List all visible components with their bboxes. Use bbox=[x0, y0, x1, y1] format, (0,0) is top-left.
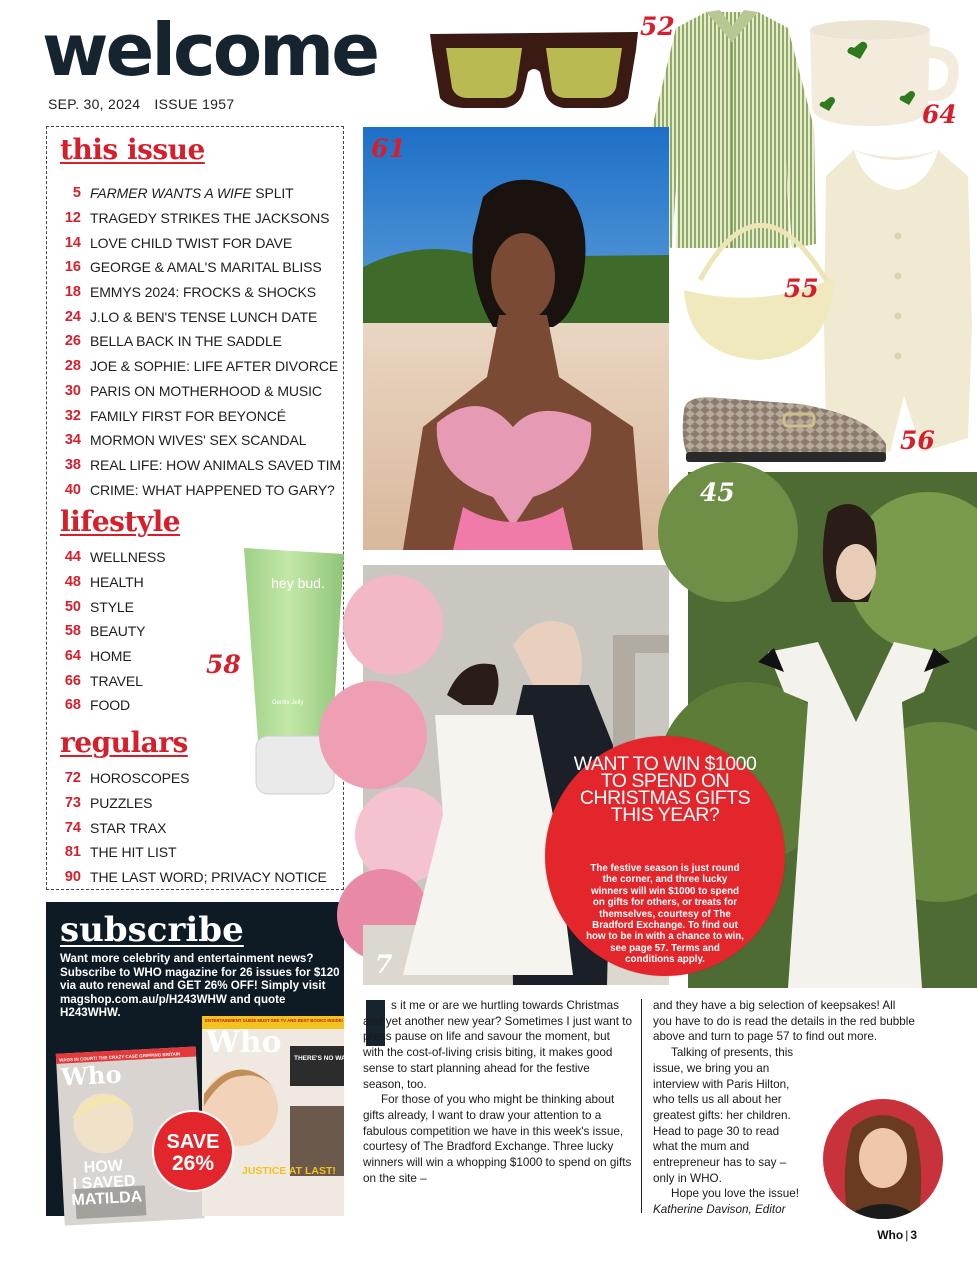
page-title: welcome bbox=[42, 8, 378, 92]
toc-page-number: 73 bbox=[64, 795, 81, 812]
toc-title: FAMILY FIRST FOR BEYONCÉ bbox=[90, 407, 286, 424]
toc-page-number: 18 bbox=[64, 284, 81, 301]
page-marker-mug: 64 bbox=[922, 100, 957, 129]
toc-item bbox=[47, 403, 343, 428]
front-cover-side-text: THERE'S NO WAY BACK! bbox=[294, 1055, 373, 1062]
toc-title: PARIS ON MOTHERHOOD & MUSIC bbox=[90, 382, 322, 399]
editorial-col2-p1: and they have a big selection of keepsakes! All you have to do is read the details in the red bubble above and turn to page 57 to find out more. bbox=[653, 999, 915, 1044]
save-badge-line1: SAVE bbox=[166, 1131, 220, 1153]
editor-signature: Katherine Davison, Editor bbox=[653, 1203, 786, 1217]
editorial-col2-p2: Talking of presents, this issue, we bring you an interview with Paris Hilton, who tells us all about her greatest gifts: her children. Head to page 30 to read what the mum and entrepreneur has to say – only in WHO. bbox=[653, 1046, 794, 1185]
toc-title: JOE & SOPHIE: LIFE AFTER DIVORCE bbox=[90, 358, 339, 375]
toc-item bbox=[47, 280, 343, 305]
competition-headline: WANT TO WIN $1000 TO SPEND ON CHRISTMAS GIFTS THIS YEAR? bbox=[573, 753, 757, 826]
toc-item bbox=[47, 428, 343, 453]
front-cover-banner: ENTERTAINMENT GUIDE MUST-SEE TV AND BEST BOOKS INSIDE! bbox=[205, 1018, 343, 1023]
page-marker-bag: 55 bbox=[784, 274, 819, 303]
toc-title: WELLNESS bbox=[90, 549, 166, 566]
editorial-col1-p1: s it me or are we hurtling towards Christmas and yet another new year? Sometimes I just want to press pause on life and savour the moment, but with the cost-of-living crisis biting, it makes good sense to start planning ahead for the festive season, too. bbox=[363, 999, 632, 1091]
save-badge-line2: 26% bbox=[171, 1152, 215, 1175]
page-marker-white-dress: 45 bbox=[700, 478, 735, 507]
toc-page-number: 26 bbox=[64, 333, 81, 350]
toc-item bbox=[47, 329, 343, 354]
back-cover-headline-3: MATILDA bbox=[71, 1188, 143, 1210]
toc-page-number: 81 bbox=[64, 844, 81, 861]
toc-page-number: 74 bbox=[64, 819, 81, 836]
competition-bubble bbox=[545, 736, 785, 976]
front-cover-logo: Who bbox=[206, 1025, 282, 1060]
toc-title: GEORGE & AMAL'S MARITAL BLISS bbox=[90, 259, 322, 276]
toc-page-number: 5 bbox=[72, 185, 81, 202]
toc-title: STAR TRAX bbox=[90, 819, 167, 836]
toc-page-number: 24 bbox=[64, 308, 81, 325]
toc-page-number: 12 bbox=[64, 210, 81, 227]
toc-item bbox=[47, 255, 343, 280]
toc-item bbox=[47, 206, 343, 231]
toc-title: MORMON WIVES' SEX SCANDAL bbox=[90, 432, 307, 449]
column-divider bbox=[641, 999, 642, 1213]
tube-line: Gentle Jelly bbox=[272, 700, 304, 706]
footer-brand: Who bbox=[877, 1228, 904, 1242]
toc-page-number: 58 bbox=[64, 623, 81, 640]
page-number: 3 bbox=[910, 1228, 917, 1242]
page-marker-tube: 58 bbox=[206, 650, 241, 679]
toc-item bbox=[47, 230, 343, 255]
toc-title-italic: FARMER WANTS A WIFE bbox=[90, 185, 252, 202]
section-heading-regulars: regulars bbox=[60, 726, 188, 759]
toc-title: HEALTH bbox=[90, 574, 144, 591]
toc-page-number: 68 bbox=[64, 697, 81, 714]
editorial-col1-p2: For those of you who might be thinking about gifts already, I want to draw your attention to a fabulous competition we have in this week's issue, courtesy of The Bradford Exchange. Three lucky winners will win a whopping $1000 to spend on gifts on the site – bbox=[363, 1093, 632, 1185]
toc-page-number: 28 bbox=[64, 358, 81, 375]
toc-title: THE HIT LIST bbox=[90, 844, 177, 861]
toc-page-number: 34 bbox=[64, 432, 81, 449]
toc-page-number: 90 bbox=[64, 869, 81, 886]
editorial-col2-p3: Hope you love the issue! bbox=[671, 1187, 799, 1201]
this-issue-list bbox=[47, 181, 343, 502]
toc-title: CRIME: WHAT HAPPENED TO GARY? bbox=[90, 481, 335, 498]
toc-page-number: 50 bbox=[64, 598, 81, 615]
subscribe-heading: subscribe bbox=[60, 910, 244, 950]
snakeskin-loafer-image bbox=[680, 390, 892, 464]
toc-title: TRAGEDY STRIKES THE JACKSONS bbox=[90, 210, 330, 227]
toc-item bbox=[47, 379, 343, 404]
section-heading-this-issue: this issue bbox=[60, 133, 205, 166]
save-badge bbox=[150, 1108, 236, 1194]
toc-title: BELLA BACK IN THE SADDLE bbox=[90, 333, 282, 350]
front-cover-headline: JUSTICE AT LAST! bbox=[242, 1165, 336, 1177]
toc-item bbox=[47, 477, 343, 502]
dateline bbox=[48, 96, 234, 112]
toc-page-number: 64 bbox=[64, 648, 81, 665]
issue-date: SEP. 30, 2024 bbox=[48, 96, 141, 112]
toc-title: THE LAST WORD; PRIVACY NOTICE bbox=[90, 869, 327, 886]
page-marker-sunglasses: 52 bbox=[640, 12, 675, 41]
toc-page-number: 72 bbox=[64, 770, 81, 787]
page-marker-portrait: 61 bbox=[371, 134, 406, 163]
section-heading-lifestyle: lifestyle bbox=[60, 505, 181, 538]
back-cover-headline-1: HOW bbox=[83, 1157, 124, 1177]
page-marker-loafer: 56 bbox=[900, 426, 935, 455]
toc-title: HOME bbox=[90, 648, 132, 665]
toc-page-number: 32 bbox=[64, 407, 81, 424]
page-footer bbox=[877, 1228, 917, 1242]
tube-brand: hey bud. bbox=[271, 575, 325, 591]
back-cover-logo: Who bbox=[60, 1059, 123, 1092]
editorial-column-1 bbox=[363, 998, 633, 1186]
toc-item bbox=[47, 181, 343, 206]
beach-portrait-photo bbox=[363, 127, 669, 550]
subscribe-box bbox=[46, 902, 373, 1216]
sunglasses-image bbox=[424, 28, 644, 110]
toc-title: PUZZLES bbox=[90, 795, 153, 812]
toc-page-number: 38 bbox=[64, 456, 81, 473]
back-cover-strap: WAGS IN COURT! THE CRAZY CASE GRIPPING BRITAIN bbox=[59, 1051, 181, 1063]
issue-number: ISSUE 1957 bbox=[154, 96, 235, 112]
toc-title: STYLE bbox=[90, 598, 134, 615]
toc-page-number: 48 bbox=[64, 574, 81, 591]
back-cover-headline-2: I SAVED bbox=[72, 1172, 136, 1194]
toc-item bbox=[47, 865, 343, 890]
toc-title: BEAUTY bbox=[90, 623, 146, 640]
toc-page-number: 16 bbox=[64, 259, 81, 276]
editor-avatar bbox=[822, 1098, 944, 1220]
toc-page-number: 40 bbox=[64, 481, 81, 498]
toc-page-number: 66 bbox=[64, 672, 81, 689]
toc-title: HOROSCOPES bbox=[90, 770, 190, 787]
page-marker-wedding: 7 bbox=[375, 950, 393, 979]
toc-title: REAL LIFE: HOW ANIMALS SAVED TIM bbox=[90, 456, 341, 473]
toc-item bbox=[47, 304, 343, 329]
toc-title bbox=[90, 185, 294, 201]
toc-title: FOOD bbox=[90, 697, 131, 714]
toc-item bbox=[47, 354, 343, 379]
subscribe-text: Want more celebrity and entertainment news? Subscribe to WHO magazine for 26 issues for $120 via auto renewal and GET 26% OFF! Simply visit magshop.com.au/p/H243WHW and quote H243WHW. bbox=[60, 952, 340, 1020]
toc-title: TRAVEL bbox=[90, 672, 143, 689]
competition-body: The festive season is just round the corner, and three lucky winners will win $1000 to spend on gifts for others, or treats for themselves, courtesy of The Bradford Exchange. To find out how to be in with a chance to win, see page 57. Terms and conditions apply. bbox=[586, 863, 744, 966]
toc-item bbox=[47, 453, 343, 478]
toc-title: LOVE CHILD TWIST FOR DAVE bbox=[90, 234, 293, 251]
footer-separator: | bbox=[905, 1228, 909, 1242]
toc-item bbox=[47, 840, 343, 865]
toc-item bbox=[47, 815, 343, 840]
toc-page-number: 44 bbox=[64, 549, 81, 566]
toc-title: EMMYS 2024: FROCKS & SHOCKS bbox=[90, 284, 317, 301]
toc-page-number: 30 bbox=[64, 382, 81, 399]
toc-title-rest: SPLIT bbox=[255, 185, 294, 202]
crescent-bag-image bbox=[682, 206, 844, 366]
toc-title: J.LO & BEN'S TENSE LUNCH DATE bbox=[90, 308, 318, 325]
toc-page-number: 14 bbox=[64, 234, 81, 251]
